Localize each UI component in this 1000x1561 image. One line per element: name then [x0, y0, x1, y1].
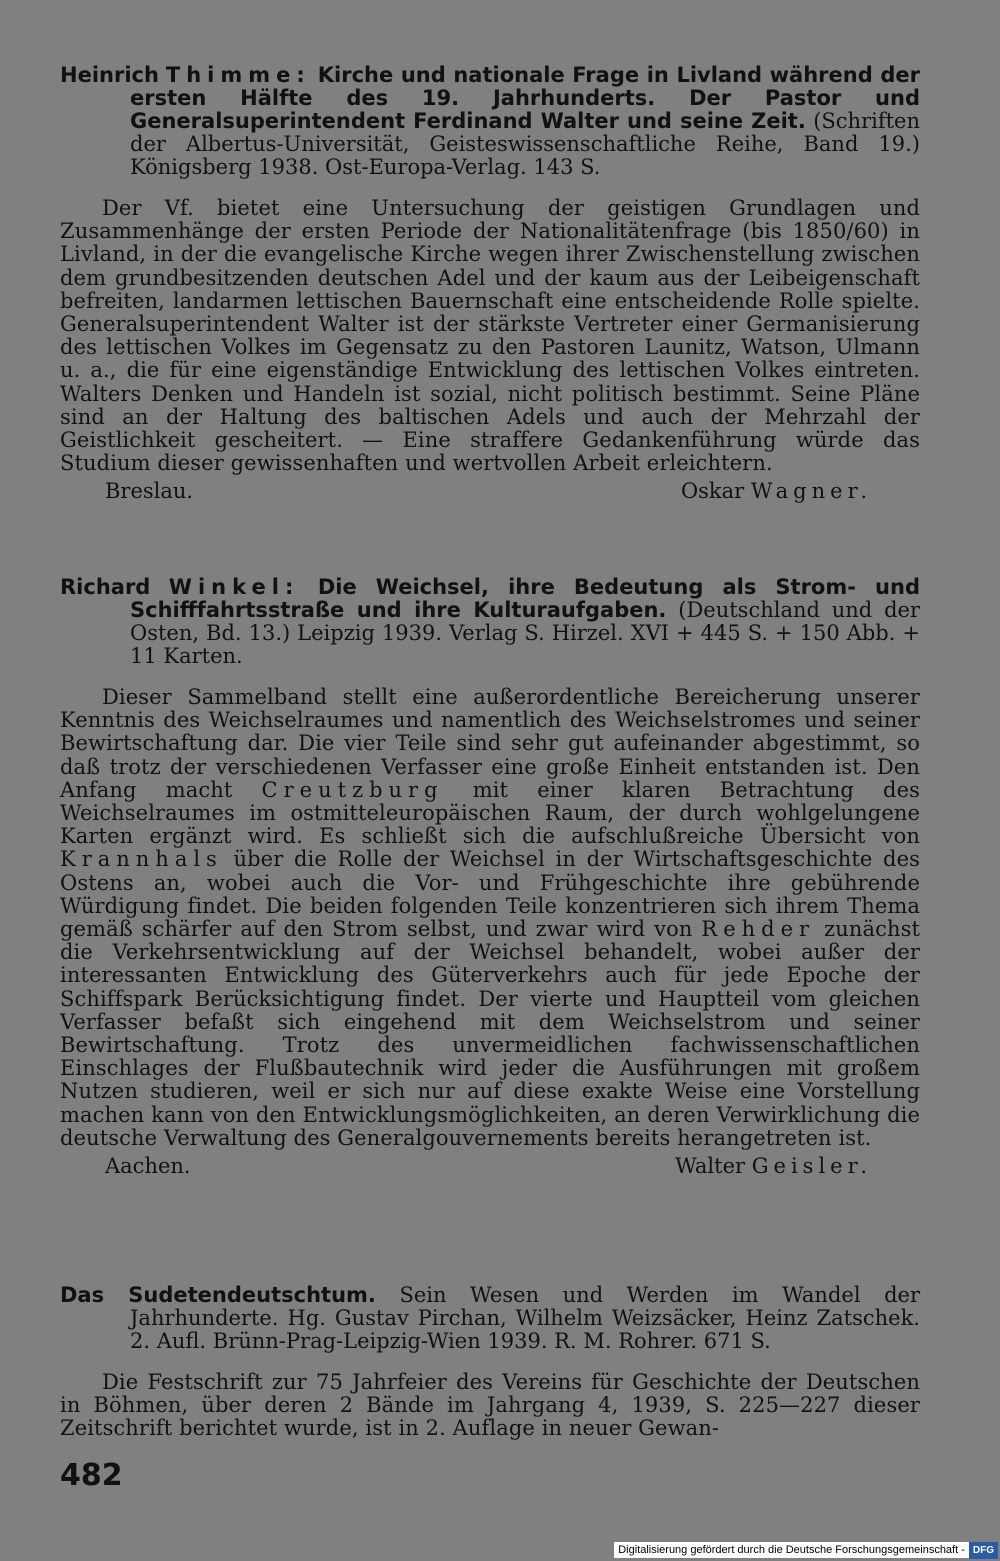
spaced-name: Rehder: [701, 917, 816, 942]
spaced-name: Krannhals: [60, 847, 223, 872]
book-title: Die Weichsel, ihre Bedeutung als Strom- und Schifffahrtsstraße und ihre Kulturaufgaben.: [130, 575, 920, 622]
review-signature: [60, 1154, 920, 1178]
author-last-name: Winkel:: [168, 575, 300, 599]
author-last-name: Thimme:: [165, 63, 311, 87]
book-details: (Deutschland und der Osten, Bd. 13.) Leipzig 1939. Verlag S. Hirzel. XVI + 445 S. + 150 Abb. + 11 Karten.: [130, 598, 920, 668]
review-heading: [60, 576, 920, 668]
book-details: (Schriften der Albertus-Universität, Geisteswissenschaftliche Reihe, Band 19.) Königsberg 1938. Ost-Europa-Verlag. 143 S.: [130, 109, 920, 179]
review-place: Breslau.: [105, 479, 194, 504]
reviewer-first-name: Oskar: [680, 479, 745, 504]
author-first-name: Heinrich: [60, 63, 159, 87]
body-text: mit einer klaren Betrachtung des Weichselraumes im ostmitteleuropäischen Raum, der durch wohlgelungene Karten ergänzt wird. Es schließt sich die aufschlußreiche Übersicht von: [60, 777, 920, 849]
review-heading: [60, 1284, 920, 1353]
review-heading: [60, 64, 920, 179]
review-signature: [60, 479, 920, 503]
page-number: 482: [60, 1458, 123, 1493]
reviewer-name: [681, 479, 872, 503]
book-details: Sein Wesen und Werden im Wandel der Jahrhunderte. Hg. Gustav Pirchan, Wilhelm Weizsäcker, Heinz Zatschek. 2. Aufl. Brünn-Prag-Leipzig-Wien 1939. R. M. Rohrer. 671 S.: [130, 1283, 920, 1353]
body-text: zunächst die Verkehrsentwicklung auf der Weichsel behandelt, wobei außer der interessanten Entwicklung des Güterverkehrs auch für jede Epoche der Schiffspark Berücksichtigung findet. Der vierte und Hauptteil vom gleichen Verfasser befaßt sich eingehend mit dem Weichselstrom und seiner Bewirtschaftung. Trotz des unvermeidlichen fachwissenschaftlichen Einschlages der Flußbautechnik wird jeder die Ausführungen mit großem Nutzen studieren, weil er sich nur auf diese exakte Weise eine Vorstellung machen kann von den Entwicklungsmöglichkeiten, an deren Verwirklichung die deutsche Verwaltung des Generalgouvernements bereits herangetreten ist.: [60, 917, 920, 1150]
reviewer-last-name: Geisler.: [751, 1154, 872, 1179]
digitization-footer: [614, 1539, 1000, 1561]
review-winkel: [60, 576, 920, 1178]
body-text: Dieser Sammelband stellt eine außerordentliche Bereicherung unserer Kenntnis des Weichselraumes und namentlich des Weichselstromes und seiner Bewirtschaftung dar. Die vier Teile sind sehr gut aufeinander abgestimmt, so daß trotz der verschiedenen Verfasser eine große Einheit entstanden ist. Den Anfang macht: [60, 685, 920, 802]
review-body: [60, 686, 920, 1150]
footer-credit: Digitalisierung gefördert durch die Deutsche Forschungsgemeinschaft -: [614, 1542, 969, 1558]
review-thimme: [60, 64, 920, 503]
book-title: Kirche und nationale Frage in Livland während der ersten Hälfte des 19. Jahrhunderts. Der Pastor und Generalsuperintendent Ferdinand Walter und seine Zeit.: [130, 63, 920, 133]
review-body: Die Festschrift zur 75 Jahrfeier des Vereins für Geschichte der Deutschen in Böhmen, über deren 2 Bände im Jahrgang 4, 1939, S. 225—227 dieser Zeitschrift berichtet wurde, ist in 2. Auflage in neuer Gewan-: [60, 1370, 920, 1441]
author-first-name: Richard: [60, 575, 151, 599]
dfg-logo: DFG: [969, 1542, 998, 1559]
reviewer-name: [675, 1154, 872, 1178]
book-title: Das Sudetendeutschtum.: [60, 1283, 376, 1307]
reviewer-first-name: Walter: [675, 1154, 746, 1179]
spaced-name: Creutzburg: [261, 777, 444, 802]
review-place: Aachen.: [105, 1154, 191, 1179]
reviewer-last-name: Wagner.: [750, 479, 872, 504]
review-sudetendeutschtum: [60, 1284, 920, 1441]
review-body: Der Vf. bietet eine Untersuchung der geistigen Grundlagen und Zusammenhänge der ersten Periode der Nationalitätenfrage (bis 1850/60) in Livland, in der die evangelische Kirche wegen ihrer Zwischenstellung zwischen dem grundbesitzenden deutschen Adel und der kaum aus der Leibeigenschaft befreiten, landarmen lettischen Bauernschaft eine entscheidende Rolle spielte. Generalsuperintendent Walter ist der stärkste Vertreter einer Germanisierung des lettischen Volkes im Gegensatz zu den Pastoren Launitz, Watson, Ulmann u. a., die für eine eigenständige Entwicklung des lettischen Volkes eintreten. Walters Denken und Handeln ist sozial, nicht politisch bestimmt. Seine Pläne sind an der Haltung des baltischen Adels und auch der Mehrzahl der Geistlichkeit gescheitert. — Eine straffere Gedankenführung würde das Studium dieser gewissenhaften und wertvollen Arbeit erleichtern.: [60, 196, 920, 476]
body-text: über die Rolle der Weichsel in der Wirtschaftsgeschichte des Ostens an, wobei auch die Vor- und Frühgeschichte ihre gebührende Würdigung findet. Die beiden folgenden Teile konzentrieren sich ihrem Thema gemäß schärfer auf den Strom selbst, und zwar wird von: [60, 847, 920, 942]
